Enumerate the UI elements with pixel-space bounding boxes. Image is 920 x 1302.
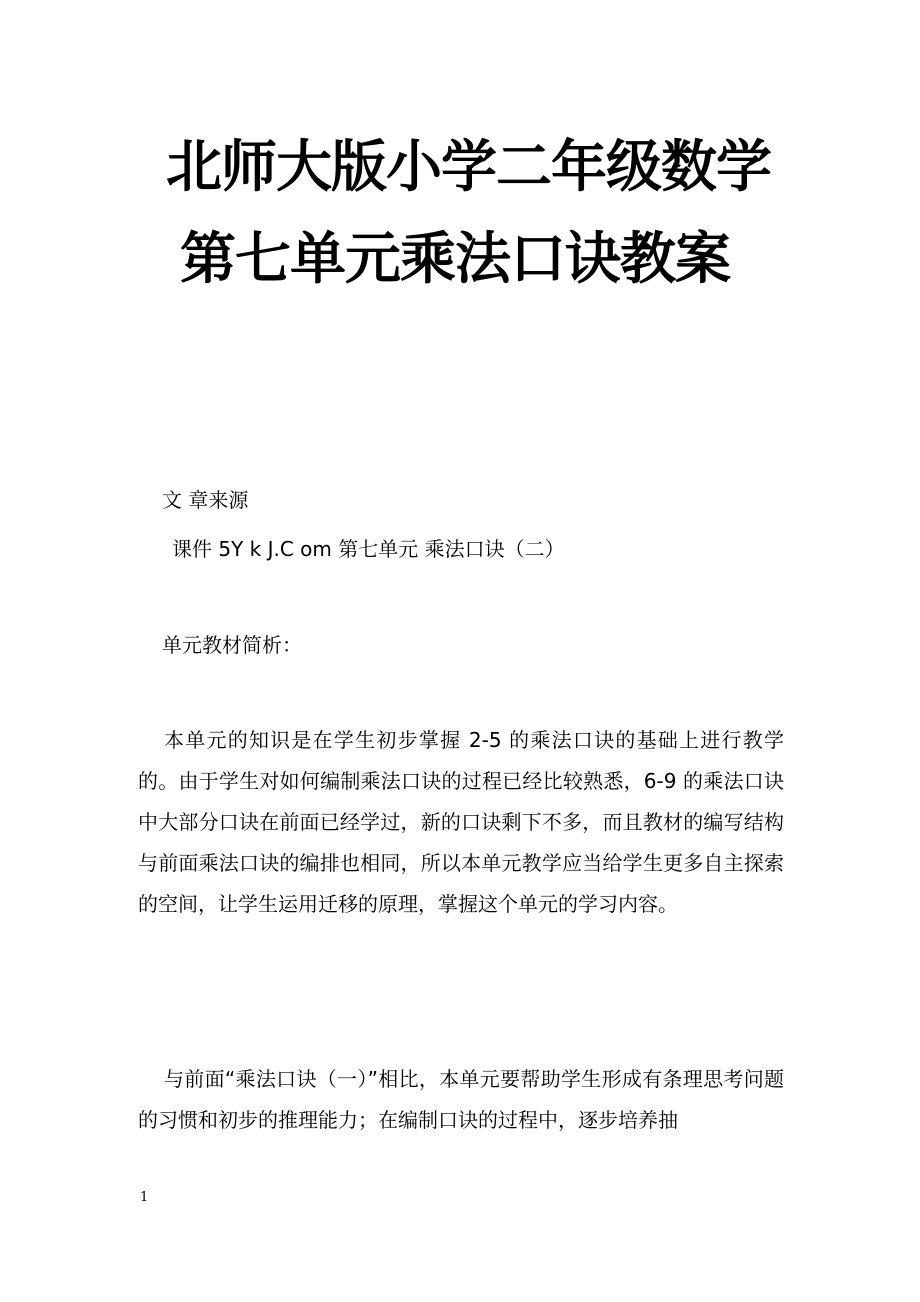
paragraph-1: 本单元的知识是在学生初步掌握 2-5 的乘法口诀的基础上进行教学的。由于学生对如何编制乘法口诀的过程已经比较熟悉，6-9 的乘法口诀中大部分口诀在前面已经学过，新的口诀剩下不多，而且教材的编写结构与前面乘法口诀的编排也相同，所以本单元教学应当给学生更多自主探索的空间，让学生运用迁移的原理，掌握这个单元的学习内容。 — [138, 728, 784, 916]
courseware-line: 课件 5Y k J.C om 第七单元 乘法口诀（二） — [172, 537, 565, 561]
paragraph-2: 与前面“乘法口诀（一）”相比，本单元要帮助学生形成有条理思考问题的习惯和初步的推理能力；在编制口诀的过程中，逐步培养抽 — [138, 1067, 784, 1132]
page-number: 1 — [140, 1190, 149, 1205]
section-heading: 单元教材简析： — [162, 633, 302, 657]
document-title-line-1: 北师大版小学二年级数学 — [166, 135, 771, 200]
source-line: 文 章来源 — [162, 488, 249, 512]
document-title-line-2: 第七单元乘法口诀教案 — [180, 227, 730, 292]
